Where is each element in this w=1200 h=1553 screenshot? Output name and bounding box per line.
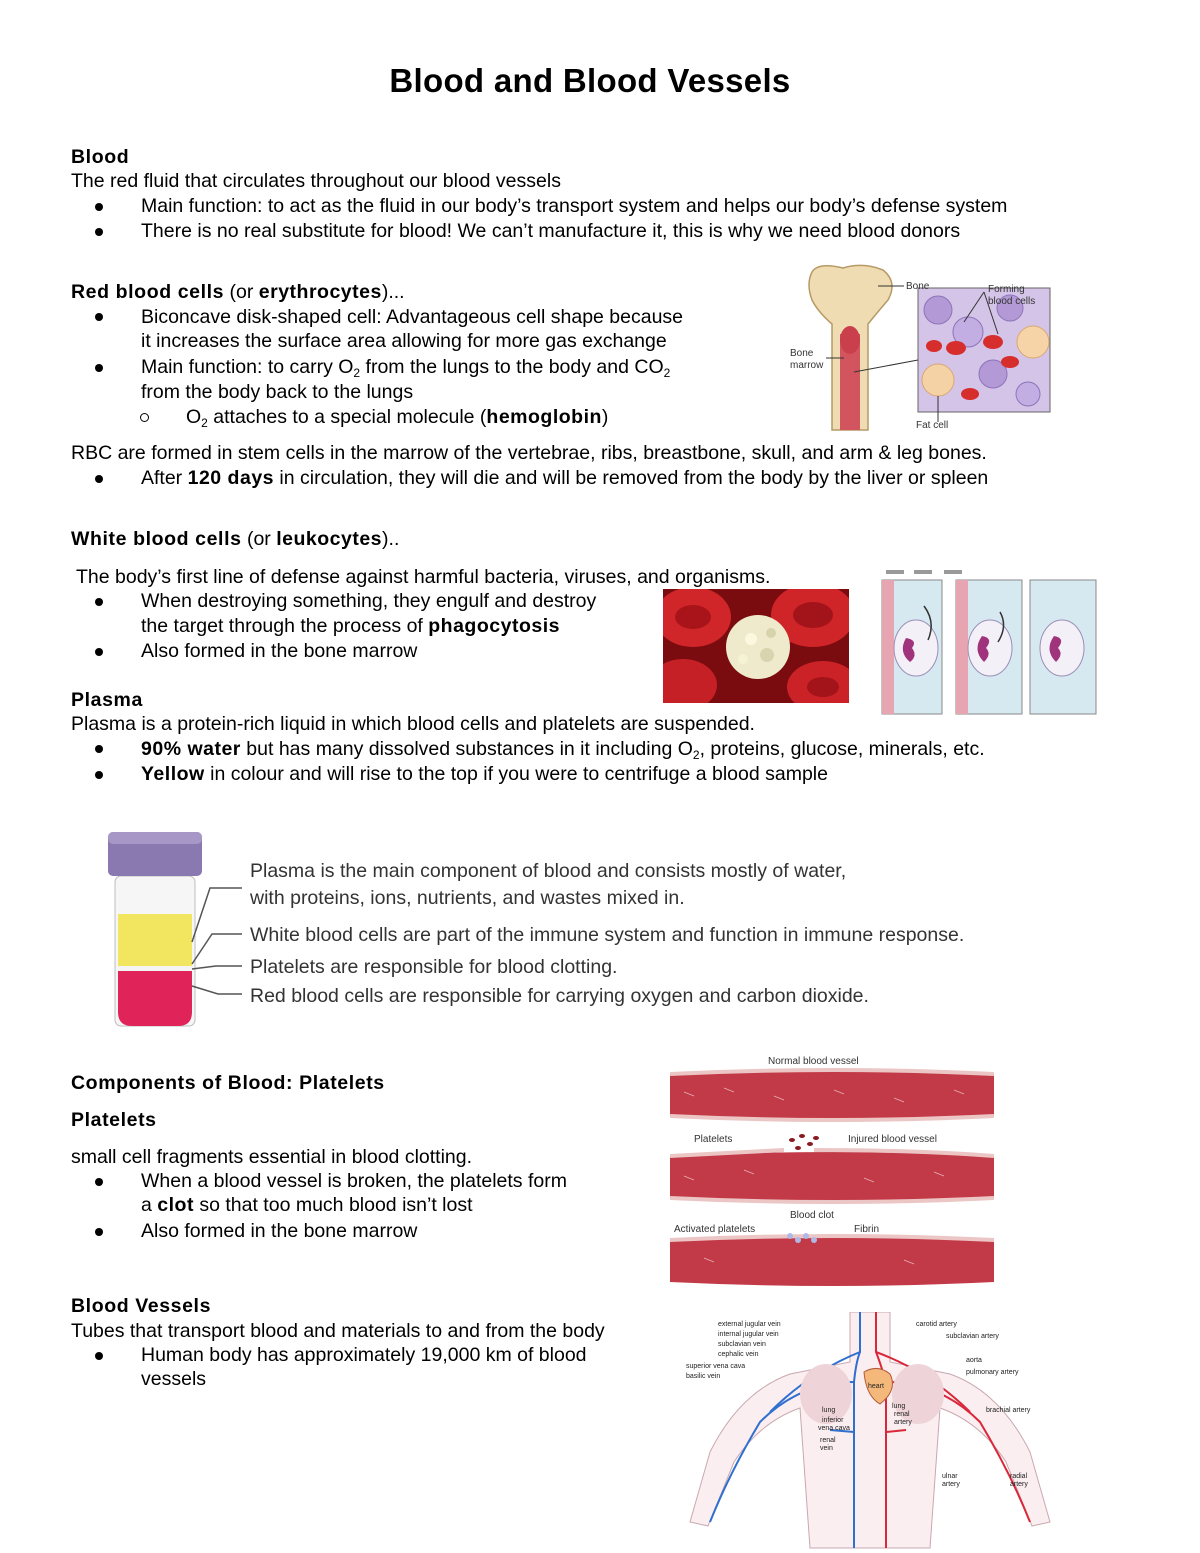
tube-label-rbc: Red blood cells are responsible for carrying oxygen and carbon dioxide. (250, 985, 869, 1007)
label-ivc-2: vena cava (818, 1425, 850, 1432)
label-ulnar-artery-2: artery (942, 1481, 960, 1488)
label-radial-artery-2: artery (1010, 1481, 1028, 1488)
platelets-intro: small cell fragments essential in blood clotting. (71, 1146, 473, 1168)
bullet-dot (95, 745, 103, 753)
marrow-label-2: marrow (790, 360, 824, 371)
fibrin-label: Fibrin (854, 1224, 880, 1235)
blood-tube-figure (100, 826, 1100, 1032)
rbc-after-text: After 120 days in circulation, they will die and will be removed from the body by the liver or spleen (141, 467, 989, 489)
wbc-heading: White blood cells (or leukocytes).. (71, 528, 400, 550)
phagocytosis-figure (858, 566, 1098, 718)
plasma-heading: Plasma (71, 689, 143, 711)
rbc-heading: Red blood cells (or erythrocytes)... (71, 281, 405, 303)
label-cephalic-vein: cephalic vein (718, 1351, 759, 1358)
bullet-dot (95, 1352, 103, 1360)
rbc-formed-text: RBC are formed in stem cells in the marrow of the vertebrae, ribs, breastbone, skull, and arm & leg bones. (71, 442, 987, 464)
plasma-bullet-1: 90% water but has many dissolved substances in it including $O_2$, proteins, glucose, minerals, etc. (141, 738, 985, 762)
label-carotid-artery: carotid artery (916, 1321, 957, 1328)
blood-clot-figure (664, 1052, 998, 1286)
page-title: Blood and Blood Vessels (389, 62, 791, 99)
bullet-dot (95, 475, 103, 483)
rbc-sub-bullet: $O_2$ attaches to a special molecule (hemoglobin) (186, 406, 609, 430)
plasma-layer (118, 914, 192, 966)
label-lung-left: lung (822, 1407, 836, 1414)
platelets-heading: Platelets (71, 1109, 157, 1131)
label-renal-vein-1: renal (820, 1437, 836, 1444)
label-internal-jugular-vein: internal jugular vein (718, 1331, 779, 1338)
rbc-bullet-2-line-2: from the body back to the lungs (141, 381, 414, 403)
bullet-dot (95, 1178, 103, 1186)
tube-label-plasma-1: Plasma is the main component of blood and consists mostly of water, (250, 860, 847, 882)
bullet-dot (95, 228, 103, 236)
vessels-bullet-line-2: vessels (141, 1368, 207, 1390)
wbc-bullet-1-line-2: the target through the process of phagocytosis (141, 615, 560, 637)
vessels-bullet-line-1: Human body has approximately 19,000 km of blood (141, 1344, 587, 1366)
platelets-section-heading: Components of Blood: Platelets (71, 1072, 385, 1094)
label-renal-artery-2: artery (894, 1419, 912, 1426)
forming-label-2: blood cells (988, 296, 1036, 307)
label-basilic-vein: basilic vein (686, 1373, 721, 1380)
fat-cell-label: Fat cell (916, 420, 949, 431)
wbc-bullet-2: Also formed in the bone marrow (141, 640, 418, 662)
bullet-dot (95, 1228, 103, 1236)
tube-label-plasma-2: with proteins, ions, nutrients, and wastes mixed in. (250, 887, 685, 909)
label-ivc-1: inferior (822, 1417, 844, 1424)
bullet-dot (95, 598, 103, 606)
platelets-bullet-1-line-2: a clot so that too much blood isn’t lost (141, 1194, 473, 1216)
label-lung: lung (892, 1403, 906, 1410)
label-aorta: aorta (966, 1357, 982, 1364)
platelets-label: Platelets (694, 1134, 733, 1145)
plasma-intro: Plasma is a protein-rich liquid in which blood cells and platelets are suspended. (71, 713, 755, 735)
normal-vessel-label: Normal blood vessel (768, 1056, 859, 1067)
label-ulnar-artery-1: ulnar (942, 1473, 958, 1480)
rbc-bullet-1-line-2: it increases the surface area allowing for more gas exchange (141, 330, 667, 352)
bullet-dot (95, 364, 103, 372)
sub-bullet-circle (140, 413, 149, 422)
bullet-dot (95, 771, 103, 779)
bone-label: Bone (906, 281, 930, 292)
rbc-bullet-1-line-1: Biconcave disk-shaped cell: Advantageous cell shape because (141, 306, 684, 328)
blood-clot-label: Blood clot (790, 1210, 834, 1221)
bullet-dot (95, 648, 103, 656)
tube-label-platelets: Platelets are responsible for blood clotting. (250, 956, 618, 978)
bone-marrow-figure (788, 262, 1056, 432)
label-renal-vein-2: vein (820, 1445, 833, 1452)
vessels-intro: Tubes that transport blood and materials to and from the body (71, 1320, 605, 1342)
activated-platelets-label: Activated platelets (674, 1224, 756, 1235)
forming-label-1: Forming (988, 284, 1025, 295)
rbc-bullet-2-line-1: Main function: to carry $O_2$ from the lungs to the body and $CO_2$ (141, 356, 671, 380)
label-external-jugular-vein: external jugular vein (718, 1321, 781, 1328)
label-brachial-artery: brachial artery (986, 1407, 1031, 1414)
vessels-heading: Blood Vessels (71, 1295, 212, 1317)
circulatory-system-figure (680, 1312, 1070, 1550)
label-pulmonary-artery: pulmonary artery (966, 1369, 1019, 1376)
label-subclavian-artery: subclavian artery (946, 1333, 999, 1340)
bullet-dot (95, 313, 103, 321)
marrow-label-1: Bone (790, 348, 814, 359)
label-subclavian-vein: subclavian vein (718, 1341, 766, 1348)
rbc-layer (118, 971, 192, 1026)
blood-intro: The red fluid that circulates throughout our blood vessels (71, 170, 561, 192)
injured-vessel-label: Injured blood vessel (848, 1134, 937, 1145)
label-superior-vena-cava: superior vena cava (686, 1363, 746, 1370)
platelets-bullet-1-line-1: When a blood vessel is broken, the platelets form (141, 1170, 567, 1192)
label-renal-artery-1: renal (894, 1411, 910, 1418)
wbc-photo (663, 589, 849, 703)
platelets-bullet-2: Also formed in the bone marrow (141, 1220, 418, 1242)
blood-heading: Blood (71, 146, 130, 168)
bullet-dot (95, 203, 103, 211)
label-heart: heart (868, 1383, 884, 1390)
tube-label-wbc: White blood cells are part of the immune system and function in immune response. (250, 924, 965, 946)
wbc-intro: The body’s first line of defense against harmful bacteria, viruses, and organisms. (76, 566, 771, 588)
blood-bullet-1: Main function: to act as the fluid in our body’s transport system and helps our body’s defense system (141, 195, 1008, 217)
label-radial-artery-1: radial (1010, 1473, 1028, 1480)
blood-bullet-2: There is no real substitute for blood! We can’t manufacture it, this is why we need blood donors (141, 220, 961, 242)
wbc-bullet-1-line-1: When destroying something, they engulf and destroy (141, 590, 597, 612)
plasma-bullet-2: Yellow in colour and will rise to the top if you were to centrifuge a blood sample (141, 763, 828, 785)
